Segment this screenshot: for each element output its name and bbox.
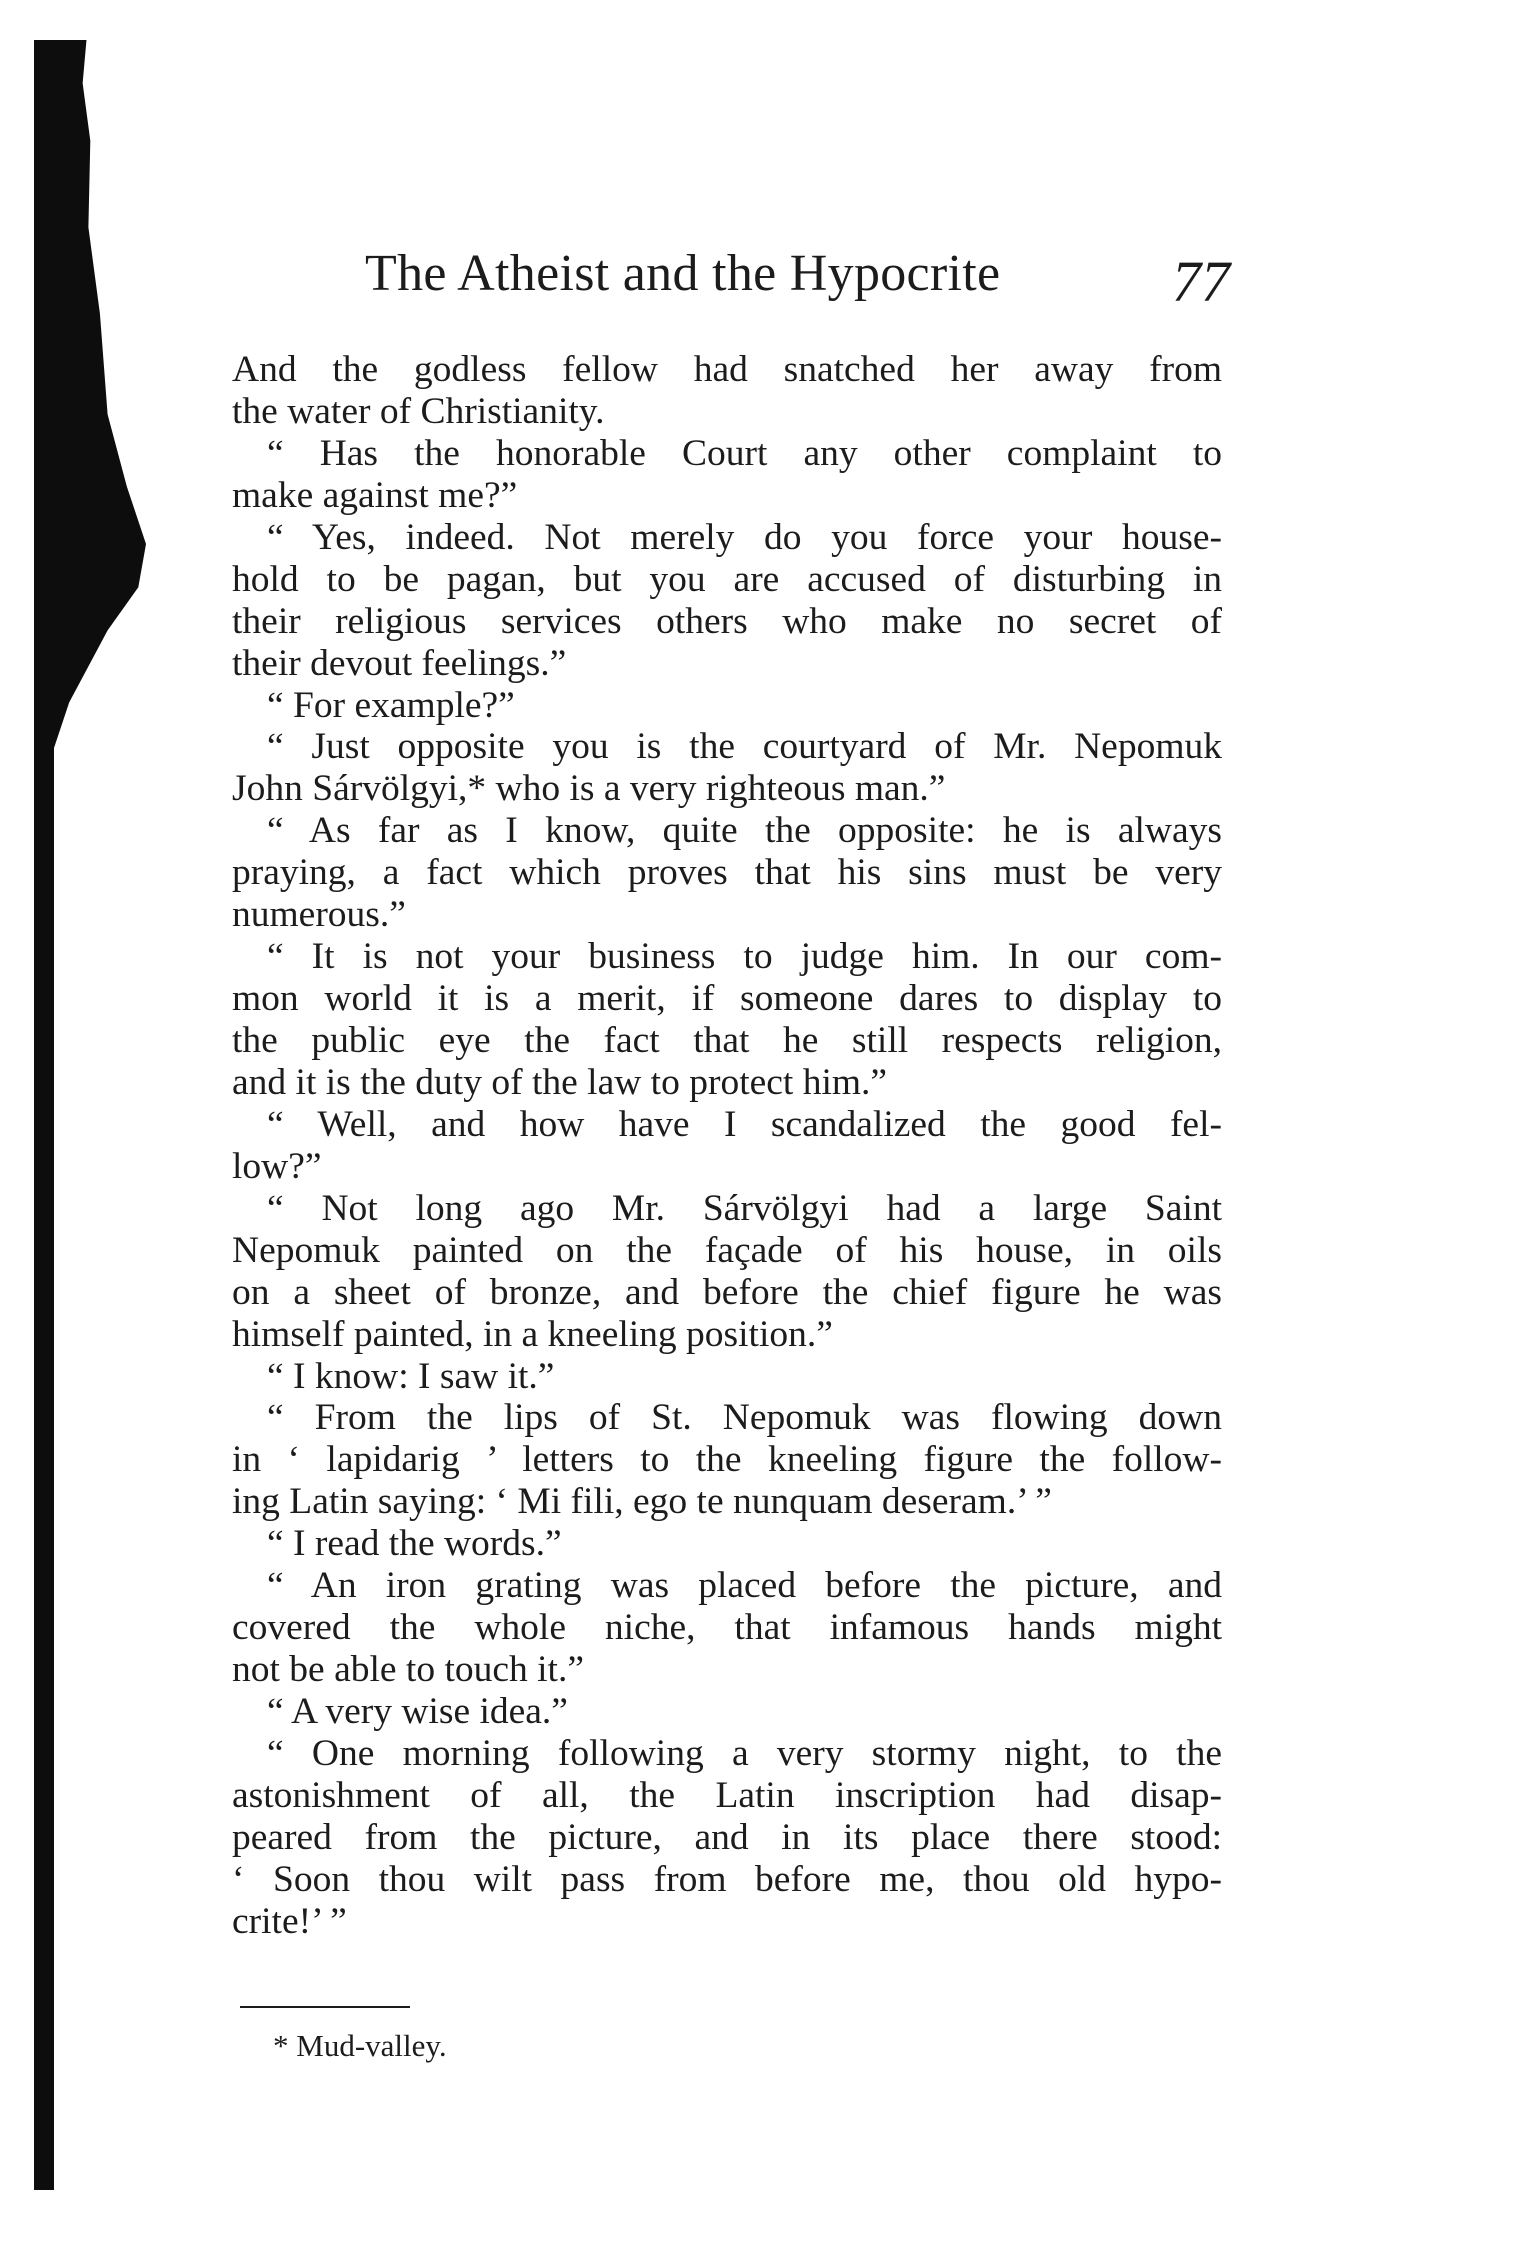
text-line: “ Yes, indeed. Not merely do you force your house-: [267, 516, 1222, 558]
binding-flap-shadow: [50, 40, 146, 760]
text-line: “ From the lips of St. Nepomuk was flowing down: [267, 1397, 1222, 1439]
page-header: [350, 240, 1230, 330]
text-line: “ I know: I saw it.”: [267, 1355, 555, 1397]
text-line: “ Well, and how have I scandalized the good fel-: [267, 1103, 1222, 1145]
text-line: the public eye the fact that he still respects religion,: [232, 1020, 1222, 1061]
text-line: “ An iron grating was placed before the picture, and: [267, 1565, 1222, 1607]
text-line: And the godless fellow had snatched her away from: [232, 349, 1222, 390]
text-line: praying, a fact which proves that his sins must be very: [232, 852, 1222, 894]
text-line: their religious services others who make no secret of: [232, 600, 1222, 642]
text-line: “ Just opposite you is the courtyard of Mr. Nepomuk: [267, 726, 1222, 768]
page-number: 77: [1172, 249, 1230, 314]
footnote-rule: [240, 2006, 410, 2008]
text-line: not be able to touch it.”: [232, 1649, 584, 1691]
text-line: astonishment of all, the Latin inscription had disap-: [232, 1774, 1222, 1816]
text-line: Nepomuk painted on the façade of his house, in oils: [232, 1229, 1222, 1271]
text-line: covered the whole niche, that infamous hands might: [232, 1607, 1222, 1649]
text-line: “ A very wise idea.”: [267, 1691, 568, 1732]
text-line: low?”: [232, 1145, 322, 1187]
text-line: “ I read the words.”: [267, 1523, 562, 1565]
text-line: the water of Christianity.: [232, 390, 605, 432]
text-line: and it is the duty of the law to protect him.”: [232, 1061, 888, 1103]
text-line: crite!’ ”: [232, 1900, 347, 1942]
running-title: The Atheist and the Hypocrite: [365, 245, 1001, 302]
text-line: “ For example?”: [267, 684, 515, 726]
text-line: “ One morning following a very stormy night, to the: [267, 1732, 1222, 1774]
text-line: “ Has the honorable Court any other complaint to: [267, 432, 1222, 474]
text-line: John Sárvölgyi,* who is a very righteous man.”: [232, 768, 946, 810]
text-line: ‘ Soon thou wilt pass from before me, thou old hypo-: [232, 1858, 1222, 1900]
text-line: ing Latin saying: ‘ Mi fili, ego te nunquam deseram.’ ”: [232, 1481, 1052, 1523]
text-line: “ It is not your business to judge him. In our com-: [267, 936, 1222, 978]
text-line: make against me?”: [232, 474, 518, 516]
body-text: [232, 349, 1222, 1943]
text-line: “ Not long ago Mr. Sárvölgyi had a large Saint: [267, 1187, 1222, 1229]
footnote: * Mud-valley.: [273, 2028, 447, 2063]
text-line: in ‘ lapidarig ’ letters to the kneeling figure the follow-: [232, 1439, 1222, 1481]
text-line: peared from the picture, and in its place there stood:: [232, 1816, 1222, 1858]
text-line: on a sheet of bronze, and before the chief figure he was: [232, 1271, 1222, 1313]
text-line: their devout feelings.”: [232, 642, 567, 684]
text-line: himself painted, in a kneeling position.”: [232, 1313, 833, 1355]
text-line: mon world it is a merit, if someone dares to display to: [232, 978, 1222, 1020]
text-line: numerous.”: [232, 894, 406, 936]
text-line: “ As far as I know, quite the opposite: he is always: [267, 810, 1222, 852]
text-line: hold to be pagan, but you are accused of disturbing in: [232, 558, 1222, 600]
